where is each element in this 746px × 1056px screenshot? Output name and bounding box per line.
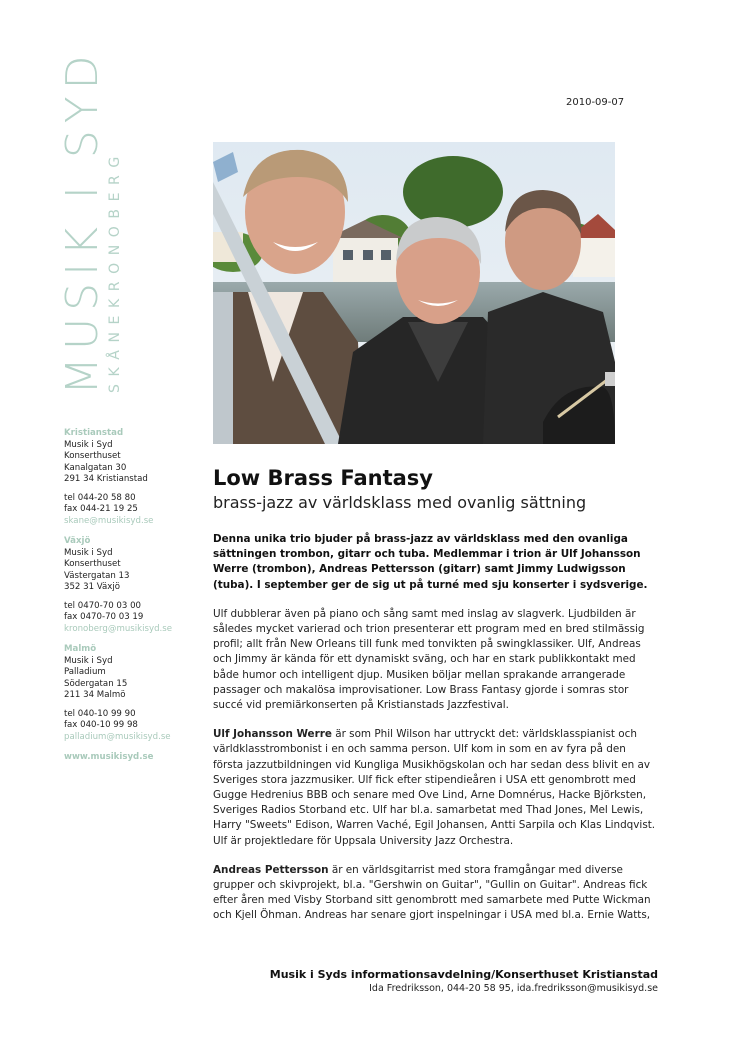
office-tel: tel 040-10 99 90	[64, 708, 136, 719]
office-vaxjo	[64, 536, 194, 635]
office-email-link[interactable]: palladium@musikisyd.se	[64, 731, 171, 742]
logo-wordmark: MUSIK I SYD	[57, 48, 108, 395]
musik-i-syd-logo	[57, 48, 126, 395]
office-line: 352 31 Växjö	[64, 582, 121, 592]
footer-contact: Ida Fredriksson, 044-20 58 95, ida.fredriksson@musikisyd.se	[369, 983, 658, 994]
bio-name: Ulf Johansson Werre	[213, 728, 332, 741]
bio-paragraph-ulf	[213, 727, 658, 849]
office-line: 291 34 Kristianstad	[64, 474, 148, 484]
office-tel: tel 0470-70 03 00	[64, 600, 142, 611]
article-body	[213, 532, 658, 938]
band-photo	[213, 142, 615, 444]
logo-region: SKÅNEKRONOBERG	[107, 149, 123, 393]
office-line: Musik i Syd	[64, 655, 113, 666]
office-kristianstad	[64, 428, 194, 527]
body-paragraph: Ulf dubblerar även på piano och sång samt med inslag av slagverk. Ljudbilden är således mycket varierad och trion presenterar ett program med en bred stilmässig profil; allt från New Orleans till funk med tonvikten på swingklassiker. Ulf, Andreas och Jimmy är kända för ett dynamiskt sväng, och har en stark publikkontakt med både humor och intelligent djup. Musiken böljar mellan sprakande arrangerade passager och makalösa improvisationer. Low Brass Fantasy gjorde i somras stor succé vid premiärkonserten på Kristianstads Jazzfestival.	[213, 607, 645, 712]
office-city: Växjö	[64, 536, 91, 546]
bio-text: är en världsgitarrist med stora framgångar med diverse grupper och skivprojekt, bl.a. "Gershwin on Guitar", "Gullin on Guitar". Andreas fick efter åren med Visby Storband sitt genombrott med samarbete med Putte Wickman och Kjell Öhman. Andreas har senare gjort inspelningar i USA med bl.a. Ernie Watts,	[213, 863, 651, 922]
website-link[interactable]: www.musikisyd.se	[64, 752, 154, 762]
office-line: Kanalgatan 30	[64, 462, 127, 473]
bio-name: Andreas Pettersson	[213, 863, 329, 876]
office-fax: fax 0470-70 03 19	[64, 612, 144, 622]
office-line: Musik i Syd	[64, 547, 113, 558]
office-fax: fax 044-21 19 25	[64, 504, 138, 514]
office-city: Malmö	[64, 644, 97, 654]
office-tel: tel 044-20 58 80	[64, 492, 136, 503]
office-email-link[interactable]: kronoberg@musikisyd.se	[64, 623, 173, 634]
lead-paragraph: Denna unika trio bjuder på brass-jazz av världsklass med den ovanliga sättningen trombon, gitarr och tuba. Medlemmar i trion är Ulf Johansson Werre (trombon), Andreas Pettersson (gitarr) samt Jimmy Ludwigsson (tuba). I september ger de sig ut på turné med sju konserter i sydsverige.	[213, 533, 648, 591]
article-subtitle: brass-jazz av världsklass med ovanlig sättning	[213, 493, 587, 512]
office-line: Konserthuset	[64, 559, 121, 569]
bio-paragraph-andreas	[213, 863, 658, 924]
office-line: 211 34 Malmö	[64, 690, 126, 700]
office-line: Västergatan 13	[64, 570, 130, 581]
office-line: Södergatan 15	[64, 678, 128, 689]
office-line: Konserthuset	[64, 451, 121, 461]
office-email-link[interactable]: skane@musikisyd.se	[64, 515, 154, 526]
page-footer	[270, 968, 658, 994]
document-date: 2010-09-07	[566, 97, 625, 108]
article-title: Low Brass Fantasy	[213, 466, 433, 490]
office-fax: fax 040-10 99 98	[64, 720, 138, 730]
footer-department: Musik i Syds informationsavdelning/Konserthuset Kristianstad	[269, 968, 658, 981]
office-line: Palladium	[64, 667, 106, 677]
office-line: Musik i Syd	[64, 439, 113, 450]
contact-sidebar	[64, 428, 194, 764]
office-city: Kristianstad	[64, 428, 124, 438]
bio-text: är som Phil Wilson har uttryckt det: världsklasspianist och världklasstrombonist i en och samma person. Ulf kom in som en av fyra på den första jazzutbildningen vid Kungliga Musikhögskolan och har sedan dess blivit en av Sveriges stora jazzmusiker. Ulf fick efter stipendieåren i USA ett genombrott med Gugge Hedrenius BBB och senare med Ove Lind, Arne Domnérus, Hacke Björksten, Sveriges Radios Storband etc. Ulf har bl.a. samarbetat med Thad Jones, Mel Lewis, Harry "Sweets" Edison, Warren Vaché, Egil Johansen, Antti Sarpila och Klas Lindqvist. Ulf är projektledare för Uppsala University Jazz Orchestra.	[213, 728, 656, 847]
office-malmo	[64, 644, 194, 743]
